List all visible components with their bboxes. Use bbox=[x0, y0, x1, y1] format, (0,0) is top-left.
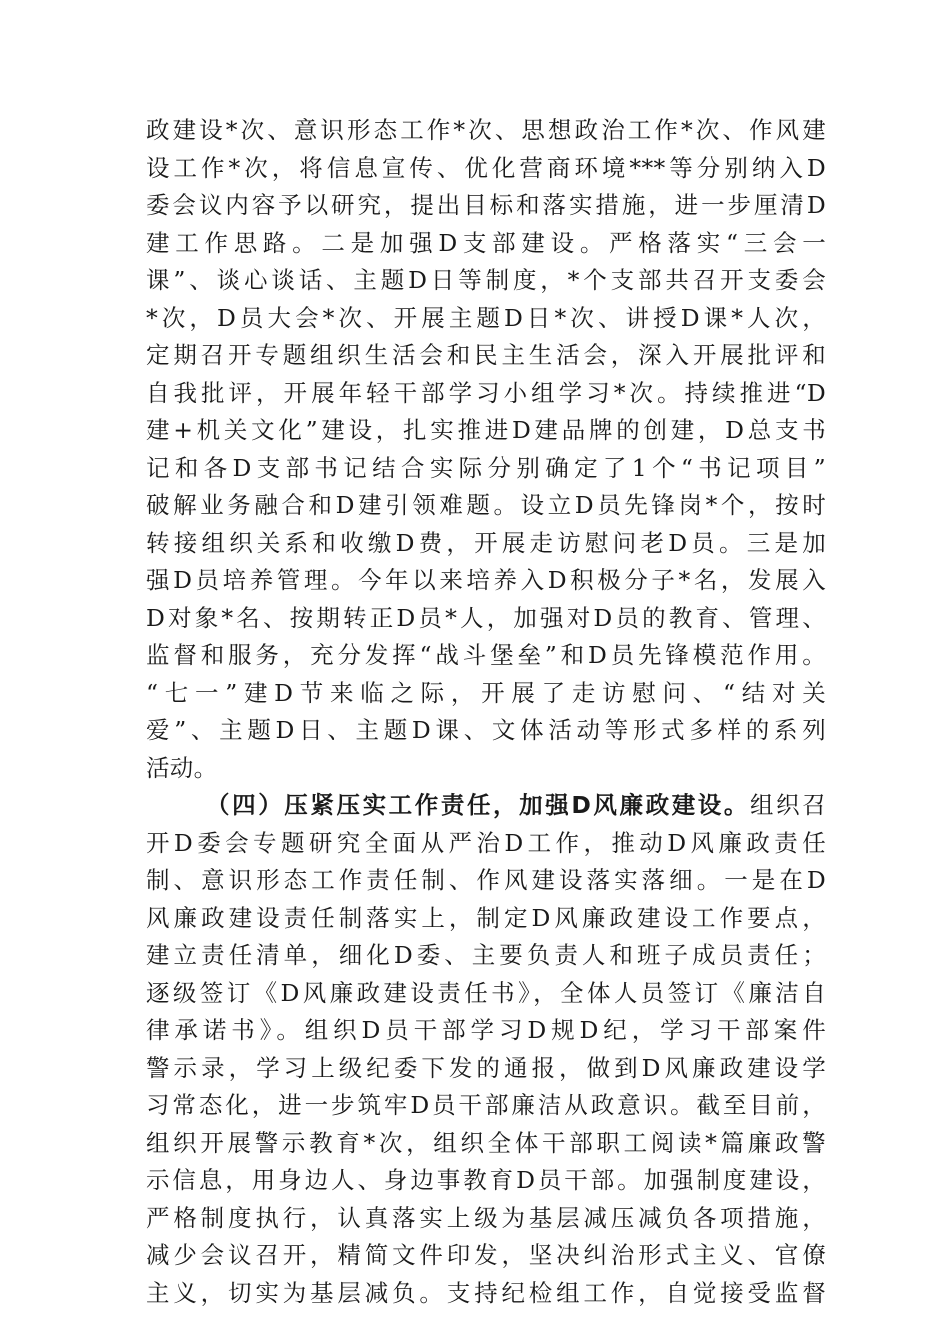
text-line: 建工作思路。二是加强D支部建设。严格落实“三会一 bbox=[146, 228, 826, 257]
text-line: 委会议内容予以研究，提出目标和落实措施，进一步厘清D bbox=[146, 191, 826, 219]
text-line: *次，D员大会*次、开展主题D日*次、讲授D课*人次， bbox=[146, 303, 826, 332]
text-line: 习常态化，进一步筑牢D员干部廉洁从政意识。截至目前， bbox=[146, 1091, 826, 1119]
text-span: 组织召 bbox=[750, 791, 826, 819]
text-line: 制、意识形态工作责任制、作风建设落实落细。一是在D bbox=[146, 866, 826, 894]
section-heading: （四）压紧压实工作责任，加强D风廉政建设。 bbox=[206, 791, 750, 819]
text-line: 律承诺书》。组织D员干部学习D规D纪，学习干部案件 bbox=[146, 1016, 826, 1044]
text-line: 课”、谈心谈话、主题D日等制度，*个支部共召开支委会 bbox=[146, 266, 826, 294]
text-line: 开D委会专题研究全面从严治D工作，推动D风廉政责任 bbox=[146, 828, 826, 857]
text-line: 建+机关文化”建设，扎实推进D建品牌的创建，D总支书 bbox=[146, 416, 826, 444]
text-line: 设工作*次，将信息宣传、优化营商环境***等分别纳入D bbox=[146, 153, 826, 182]
text-line: 减少会议召开，精简文件印发，坚决纠治形式主义、官僚 bbox=[146, 1241, 826, 1269]
text-line: 定期召开专题组织生活会和民主生活会，深入开展批评和 bbox=[146, 341, 826, 369]
text-line: 逐级签订《D风廉政建设责任书》，全体人员签订《廉洁自 bbox=[146, 978, 826, 1007]
text-line: 破解业务融合和D建引领难题。设立D员先锋岗*个，按时 bbox=[146, 491, 826, 519]
text-line: 严格制度执行，认真落实上级为基层减压减负各项措施， bbox=[146, 1203, 826, 1232]
text-line: 强D员培养管理。今年以来培养入D积极分子*名，发展入 bbox=[146, 566, 826, 594]
text-line: 爱”、主题D日、主题D课、文体活动等形式多样的系列 bbox=[146, 716, 826, 744]
text-line: 警示录，学习上级纪委下发的通报，做到D风廉政建设学 bbox=[146, 1053, 826, 1082]
text-line: 主义，切实为基层减负。支持纪检组工作，自觉接受监督 bbox=[146, 1278, 826, 1307]
text-line: 自我批评，开展年轻干部学习小组学习*次。持续推进“D bbox=[146, 378, 826, 407]
text-line: “七一”建D节来临之际，开展了走访慰问、“结对关 bbox=[146, 678, 826, 707]
text-line: 建立责任清单，细化D委、主要负责人和班子成员责任； bbox=[146, 941, 826, 969]
text-line: 组织开展警示教育*次，组织全体干部职工阅读*篇廉政警 bbox=[146, 1128, 826, 1157]
section-heading-line bbox=[146, 787, 826, 825]
text-line: 政建设*次、意识形态工作*次、思想政治工作*次、作风建 bbox=[146, 116, 826, 144]
text-line: 示信息，用身边人、身边事教育D员干部。加强制度建设， bbox=[146, 1166, 826, 1194]
text-line: 风廉政建设责任制落实上，制定D风廉政建设工作要点， bbox=[146, 903, 826, 932]
text-line: 监督和服务，充分发挥“战斗堡垒”和D员先锋模范作用。 bbox=[146, 641, 826, 669]
text-line: 转接组织关系和收缴D费，开展走访慰问老D员。三是加 bbox=[146, 528, 826, 557]
text-line: 活动。 bbox=[146, 753, 218, 782]
text-line: 记和各D支部书记结合实际分别确定了1个“书记项目” bbox=[146, 453, 826, 482]
text-line: D对象*名、按期转正D员*人，加强对D员的教育、管理、 bbox=[146, 603, 826, 632]
document-body bbox=[146, 112, 826, 1312]
